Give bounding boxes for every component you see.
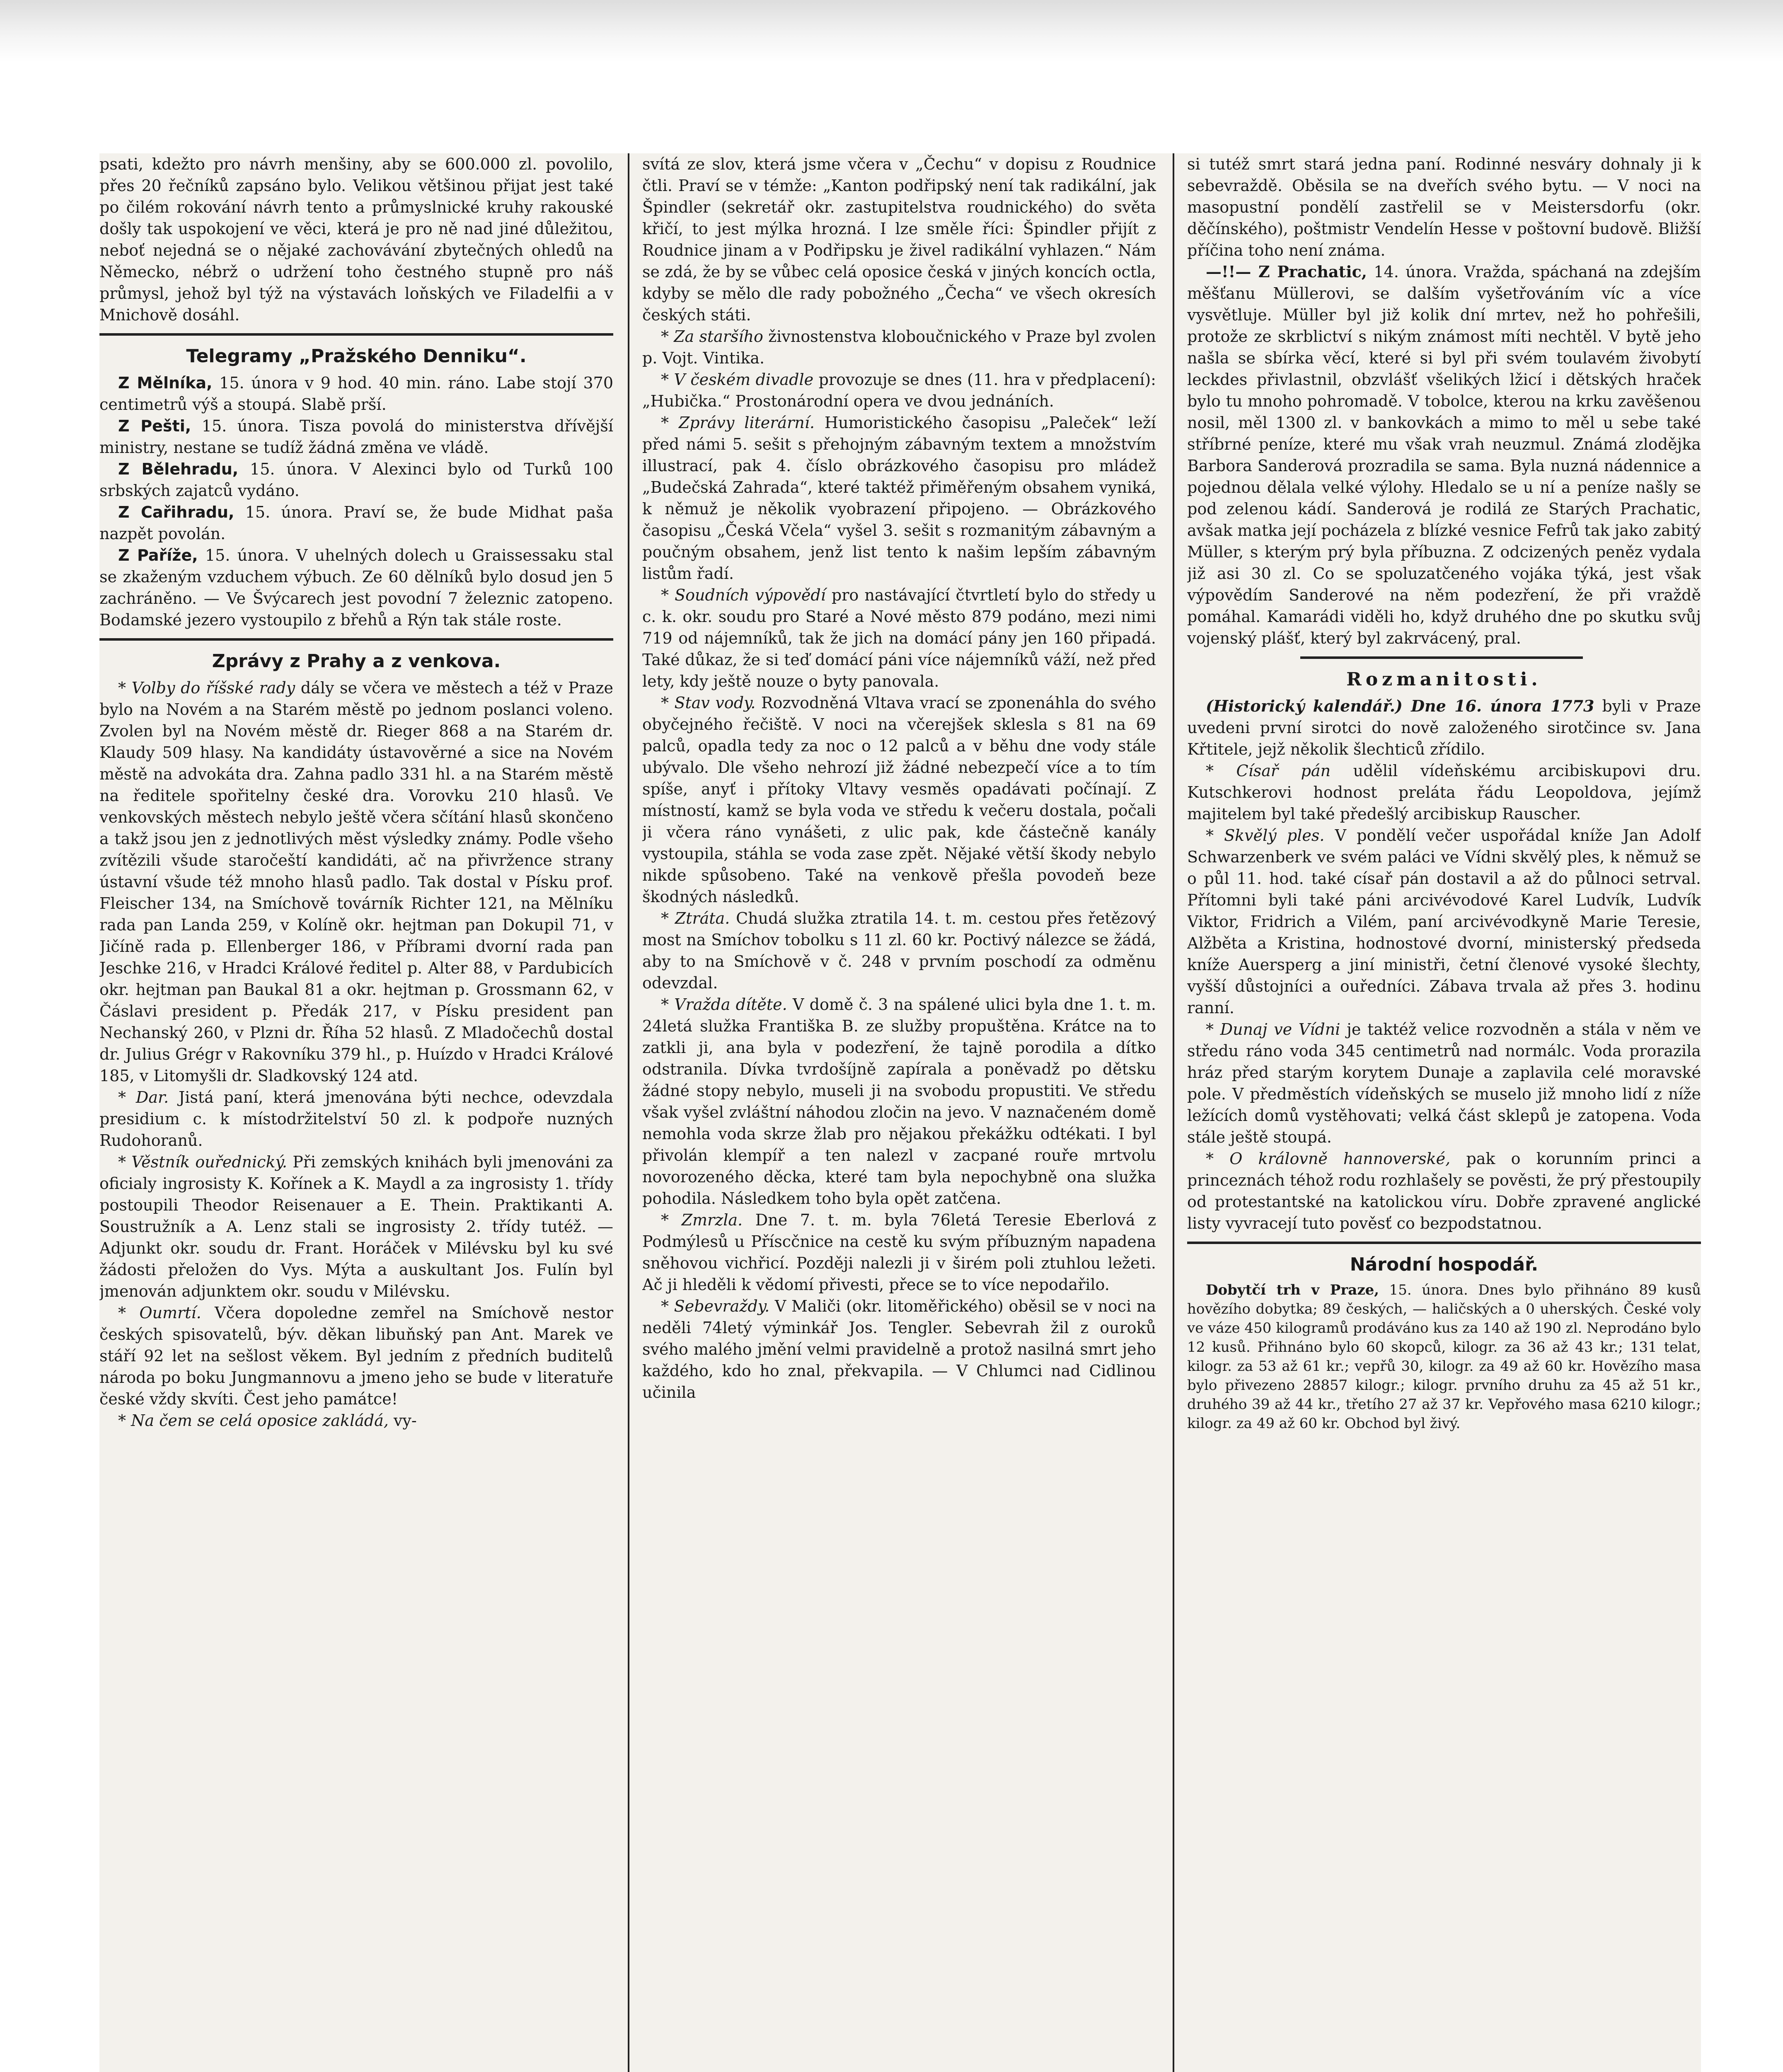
- news-item-text: V Maliči (okr. litoměřického) oběsil se v noci na neděli 74letý výminkář Jos. Tengler. Sebevrah žil z ouroků svého malého jmění velmi pravidelně a protož nasilná smrt jeho každého, kdo ho znal, překvapila. — V Chlumci nad Cidlinou učinila: [642, 1297, 1156, 1402]
- market-report: [1187, 1280, 1701, 1433]
- news-item-cisar: [1187, 760, 1701, 825]
- news-item-historicky: [1187, 695, 1701, 760]
- news-item-dunaj: [1187, 1019, 1701, 1148]
- news-item-text: vy-: [393, 1411, 417, 1430]
- telegram-text: 15. února. Praví se, že bude Midhat paša nazpět povolán.: [99, 503, 613, 543]
- news-item-oposice: [99, 1410, 613, 1431]
- news-item-text: Dne 7. t. m. byla 76letá Teresie Eberlová z Podmýlesů u Příscčnice na cestě ku svým příbuzným napadena sněhovou vichřicí. Později nalezli ji v širém poli ztuhlou ležeti. Ač ji hleděli k vědomí přivesti, přece se to více nepodařilo.: [642, 1211, 1156, 1294]
- news-item-text: je taktéž velice rozvodněn a stála v něm ve středu ráno voda 345 centimetrů nad normálc. Voda prorazila hráz před starým korytem Dunaje a zaplavila celé moravské pole. V předměstích vídeňských se muselo již mnoho lidí z níže ležících domů vystěhovati; velká část sklepů je zatopena. Voda stále ještě stoupá.: [1187, 1020, 1701, 1146]
- news-item-head: * Dunaj ve Vídni: [1206, 1020, 1340, 1038]
- news-item-text: 15. února. Dnes bylo přihnáno 89 kusů hovězího dobytka; 89 českých, — haličských a 0 uherských. České voly ve váze 450 kilogramů prodáváno kus za 140 až 190 zl. Neprodáno bylo 12 kusů. Přihnáno bylo 60 skopců, kilogr. za 36 až 43 kr.; 131 telat, kilogr. za 53 až 61 kr.; vepřů 30, kilogr. za 49 až 60 kr. Hovězího masa bylo přivezeno 28857 kilogr.; kilogr. prvního druhu za 45 až 51 kr., druhého 39 až 44 kr., třetího 27 až 37 kr. Vepřového masa 6210 kilogr.; kilogr. za 49 až 60 kr. Obchod byl živý.: [1187, 1282, 1701, 1432]
- telegram-text: 15. února v 9 hod. 40 min. ráno. Labe stojí 370 centimetrů výš a stoupá. Slabě prší.: [99, 374, 613, 414]
- news-item-text: 14. února. Vražda, spáchaná na zdejším měšťanu Müllerovi, se dalším vyšetřováním víc a více vysvětluje. Müller byl již kolik dní mrtev, než ho pohřešili, protože ze skrblictví s nikým známost míti nechtěl. V bytě jeho našla se sbírka věcí, které si byl při svém toulavém živobytí leckdes přivlastnil, obzvlášť všelikých lžicí i dětských hraček bylo tu mnoho pohromadě. V tobolce, kterou na krku zavěšenou nosil, měl 1300 zl. v bankovkách a mimo to měl u sebe také stříbrné peníze, které mu však vrah neuzmul. Známá zlodějka Barbora Sanderová prozradila se sama. Byla nuzná nádennice a pojednou dělala velké výlohy. Hledalo se u ní a peníze našly se pod zelenou kádí. Sanderová je rodilá ze Starých Prachatic, avšak matka její pocházela z blízké vesnice Fefrů tak jako zabitý Müller, s kterým prý byla příbuzna. Z odcizených peněz vydala již asi 30 zl. Co se spoluzatčeného vojáka týká, jest však výpovědím Sanderové na něm podezření, že při vraždě pomáhal. Kamarádi viděli ho, když druhého dne po skutku svůj vojenský plášť, který byl zakrvácený, pral.: [1187, 263, 1701, 647]
- telegram-place: Z Paříže,: [118, 546, 198, 564]
- news-item-head: Dobytčí trh v Praze,: [1206, 1282, 1379, 1298]
- news-item-text: pak o korunním princi a princeznách téhož rodu rozhlašely se pověsti, že prý přestoupily od protestantské na katolickou víru. Dobře zpravené anglické listy vyvracejí tuto pověsť co bezpodstatnou.: [1187, 1150, 1701, 1232]
- news-item-kralovna: [1187, 1148, 1701, 1234]
- news-item-head: * Zprávy literární.: [661, 414, 815, 432]
- news-item-stav-vody: [642, 692, 1156, 908]
- telegram-place: Z Bělehradu,: [118, 460, 239, 478]
- news-item-head: * Dar.: [118, 1088, 169, 1106]
- news-item-head: * Soudních výpovědí: [661, 586, 826, 604]
- news-item-head: * Volby do říšské rady: [118, 679, 295, 697]
- news-item-text: živnostenstva kloboučnického v Praze byl zvolen p. Vojt. Vintika.: [642, 327, 1156, 367]
- telegram-place: Z Cařihradu,: [118, 503, 235, 521]
- news-item-text: V domě č. 3 na spálené ulici byla dne 1. t. m. 24letá služka Františka B. ze služby propuštěna. Krátce na to zatkli ji, ana byla v podezření, že tajně porodila a dítko odstranila. Dívka tvrdošíjně zapírala a poněvadž po dětsku žádné stopy nebylo, museli ji na svobodu propustiti. Ve středu však vyšel zvláštní náhodou zločin na jevo. V naznačeném domě nemohla voda skrze žlab pro nějakou překážku odtékati. I byl přivolán klempíř a ten nalezl v zacpané rouře mrtvolu novorozeného děcka, které tam byla nepochybně ona služka pohodila. Následkem toho byla opět zatčena.: [642, 995, 1156, 1208]
- news-item-text: V pondělí večer uspořádal kníže Jan Adolf Schwarzenberk ve svém paláci ve Vídni skvělý ples, k němuž se o půl 11. hod. také císař pán dostavil a až do půlnoci setrval. Přítomni byli také páni arcivévodové Karel Ludvík, Ludvík Viktor, Fridrich a Vilém, paní arcivévodkyně Marie Teresie, Alžběta a Kristina, hodnostové dvorní, ministerský předseda kníže Auersperg a jiní ministři, četní členové vysoké šlechty, vyšší důstojníci a ouředníci. Zábava trvala až přes 3. hodinu ranní.: [1187, 826, 1701, 1017]
- section-title-telegrams: Telegramy „Pražského Denniku“.: [186, 346, 527, 367]
- news-item-head: * Sebevraždy.: [661, 1297, 770, 1315]
- news-item-starsi: [642, 326, 1156, 369]
- news-item-prachatice: [1187, 261, 1701, 649]
- news-item-text: Rozvodněná Vltava vrací se zponenáhla do svého obyčejného řečiště. V noci na včerejšek sklesla s 81 na 69 palců, opadla tedy za noc o 12 palců a v běhu dne vody stále ubývalo. Dle všeho nehrozí již žádné nebezpečí více a to tím spíše, anyť i přítoky Vltavy vesměs opadávati počínají. Z místností, kamž se byla voda ve středu k večeru dostala, počali ji včera ráno vynášeti, z ulic pak, kde částečně kanály vystoupila, stáhla se voda zase zpět. Nějaké větší škody nebylo nikde spůsobeno. Také na venkově přešla povodeň beze škodných následků.: [642, 694, 1156, 906]
- news-item-head: * Věstník ouřednický.: [118, 1153, 287, 1171]
- section-divider: [99, 638, 613, 641]
- news-item-vypovedi: [642, 584, 1156, 692]
- news-item-umrti: [99, 1302, 613, 1410]
- news-item-divadlo: [642, 369, 1156, 412]
- news-item-ples: [1187, 825, 1701, 1019]
- section-divider: [1300, 656, 1583, 659]
- scan-shadow: [0, 0, 1783, 62]
- news-item-text: Humoristického časopisu „Paleček“ leží před námi 5. sešit s přehojným zábavným textem a množstvím illustrací, pak 4. číslo obrázkového časopisu pro mládež „Budečská Zahrada“, které taktéž přiměřeným obsahem vyniká, k němuž je několik vyobrazení připojeno. — Obrázkového časopisu „Česká Včela“ vyšel 3. sešit s rozmanitým zábavným a poučným obsahem, jenž list tento k našim lepším zábavným listům řadí.: [642, 414, 1156, 583]
- news-item-sebevrazdy: [642, 1295, 1156, 1403]
- news-item-head: * Císař pán: [1206, 762, 1331, 780]
- column-2: [642, 153, 1156, 2072]
- news-item-head: * Vražda dítěte.: [661, 995, 787, 1014]
- section-divider: [1187, 1242, 1701, 1244]
- telegram-pariz: [99, 545, 613, 631]
- news-item-vestnik: [99, 1151, 613, 1302]
- news-item-text: Jistá paní, která jmenována býti nechce, odevzdala presidium c. k místodržitelství 50 zl. k podpoře nuzných Rudohoranů.: [99, 1088, 613, 1150]
- news-item-head: * Oumrtí.: [118, 1304, 201, 1322]
- news-item-head: —!!— Z Prachatic,: [1206, 262, 1367, 281]
- news-item-head: * Za staršího: [661, 327, 763, 346]
- news-item-text: dály se včera ve městech a též v Praze bylo na Novém a na Starém městě po jednom poslanci voleno. Zvolen byl na Novém městě dr. Rieger 868 a na Starém dr. Klaudy 509 hlasy. Na kandidáty ústavověrné a sice na Novém městě na advokáta dra. Zahna padlo 331 hl. a na Starém městě na ředitele spořitelny české dra. Vorovku 210 hlasů. Ve venkovských městech nebylo ještě včera sčítání hlasů skončeno a takž jsou jen z jednotlivých měst výsledky známy. Podle všeho zvítězili všude staročeští kandidáti, ač na přivržence strany ústavní všude též mnoho hlasů padlo. Tak dostal v Písku prof. Fleischer 134, na Smíchově továrník Richter 121, na Mělníku rada pan Landa 259, v Kolíně okr. hejtman pan Dokupil 71, v Jičíně rada p. Ellenberger 186, v Příbrami dvorní rada pan Jeschke 216, v Hradci Králové ředitel p. Alter 88, v Pardubicích okr. hejtman pan Baukal 81 a okr. hejtman p. Grossmann 62, v Čáslavi president p. Předák 217, v Písku president pan Nechanský 260, v Plzni dr. Říha 52 hlasů. Z Mladočechů dostal dr. Julius Grégr v Rakovníku 379 hl., p. Huízdo v Hradci Králové 185, v Litomyšli dr. Sladkovský 124 atd.: [99, 679, 613, 1085]
- column-1: [99, 153, 613, 2072]
- telegram-belehrad: [99, 458, 613, 501]
- telegram-place: Z Mělníka,: [118, 374, 213, 392]
- article-continuation: psati, kdežto pro návrh menšiny, aby se 600.000 zl. povolilo, přes 20 řečníků zapsáno bylo. Velikou většinou přijat jest také po čilém rokování návrh tento a průmyslnické kruhy rakouské došly tak uspokojení ve věci, která je pro ně nad jiné důležitou, neboť nejedná se o nějaké zachovávání zbytečných ohledů na Německo, nébrž o udržení toho čestného stupně pro náš průmysl, jehož byl týž na výstavách loňských ve Filadelfii a v Mnichově dosáhl.: [99, 155, 613, 324]
- news-item-head: (Historický kalendář.) Dne 16. února 1773: [1206, 697, 1594, 715]
- telegram-place: Z Pešti,: [118, 417, 191, 435]
- telegram-text: 15. února. V Alexinci bylo od Turků 100 srbských zajatců vydáno.: [99, 460, 613, 500]
- news-item-head: * Zmrzla.: [661, 1211, 743, 1229]
- news-item-head: * Ztráta.: [661, 909, 730, 927]
- section-title-news: Zprávy z Prahy a z venkova.: [212, 651, 501, 672]
- news-item-dar: [99, 1087, 613, 1151]
- article-continuation: si tutéž smrt stará jedna paní. Rodinné nesváry dohnaly ji k sebevraždě. Oběsila se na dveřích svého bytu. — V noci na masopustní pondělí zastřelil se v Meistersdorfu (okr. děčínského), poštmistr Vendelín Hesse v poštovní budově. Bližší příčina toho není známa.: [1187, 155, 1701, 259]
- news-item-text: pro nastávající čtvrtletí bylo do středy u c. k. okr. soudu pro Staré a Nové město 879 podáno, mezi nimi 719 od nájemníků, tak že jich na domácí pány jen 160 připadá. Také důkaz, že si teď domácí páni více nájemníků váží, než před lety, kdy ještě nouze o byty panovala.: [642, 586, 1156, 690]
- news-item-zmrzla: [642, 1209, 1156, 1295]
- news-item-text: provozuje se dnes (11. hra v předplacení): „Hubička.“ Prostonárodní opera ve dvou jednáních.: [642, 370, 1156, 410]
- telegram-carihrad: [99, 501, 613, 545]
- news-item-head: * Na čem se celá oposice zakládá,: [118, 1411, 389, 1430]
- news-item-ztrata: [642, 908, 1156, 994]
- news-item-head: * Stav vody.: [661, 694, 756, 712]
- section-divider: [99, 333, 613, 336]
- news-item-head: * O královně hannoverské,: [1206, 1150, 1451, 1168]
- column-rule: [628, 153, 629, 2072]
- news-item-text: Při zemských knihách byli jmenováni za oficialy ingrosisty K. Kořínek a K. Maydl a za ingrosisty 1. třídy postoupili Theodor Reisenauer a E. Thein. Praktikanti A. Soustružník a A. Lenz stali se ingrosisty 2. třídy tutéž. — Adjunkt okr. soudu dr. Frant. Horáček v Milévsku byl ku své žádosti přeložen do Vys. Mýta a auskultant Jos. Fulín byl jmenován adjunktem okr. soudu v Milévsku.: [99, 1153, 613, 1300]
- news-item-volby: [99, 677, 613, 1087]
- news-item-vrazda: [642, 994, 1156, 1209]
- section-title-hospodar: Národní hospodář.: [1350, 1254, 1539, 1275]
- column-rule: [1173, 153, 1174, 2072]
- column-3: [1187, 153, 1701, 2072]
- news-item-head: * V českém divadle: [661, 370, 814, 389]
- news-item-literarni: [642, 412, 1156, 584]
- telegram-pest: [99, 415, 613, 458]
- section-title-rozmanitosti: Rozmanitosti.: [1346, 669, 1542, 690]
- telegram-text: 15. února. Tisza povolá do ministerstva dřívější ministry, nestane se tudíž žádná změna ve vládě.: [99, 417, 613, 457]
- article-continuation: svítá ze slov, která jsme včera v „Čechu“ v dopisu z Roudnice čtli. Praví se v témže: „Kanton podřipský není tak radikální, jak Špindler (sekretář okr. zastupitelstva roudnického) do světa křičí, to jest mýlka hrozná. I lze směle říci: Špindler přijít z Roudnice jinam a v Podřipsku je živel radikální vyhlazen.“ Nám se zdá, že by se vůbec celá oposice česká v jiných koncích octla, kdyby se mělo dle rady pobožného „Čecha“ ve všech okresích českých státi.: [642, 155, 1156, 324]
- telegram-text: 15. února. V uhelných dolech u Graissessaku stal se zkaženým vzduchem výbuch. Ze 60 dělníků bylo dosud jen 5 zachráněno. — Ve Švýcarech jest povodní 7 železnic zatopeno. Bodamské jezero vystoupilo z břehů a Rýn tak stále roste.: [99, 546, 613, 629]
- news-item-head: * Skvělý ples.: [1206, 826, 1325, 845]
- news-item-text: Chudá služka ztratila 14. t. m. cestou přes řetězový most na Smíchov tobolku s 11 zl. 60 kr. Poctivý nálezce se žádá, aby to na Smíchově v č. 248 v prvním poschodí za odměnu odevzdal.: [642, 909, 1156, 992]
- telegram-melnik: [99, 372, 613, 415]
- news-item-text: Včera dopoledne zemřel na Smíchově nestor českých spisovatelů, býv. děkan libuňský pan Ant. Marek ve stáří 92 let na sešlost věkem. Byl jedním z předních buditelů národa po boku Jungmannovu a jmeno jeho se bude v literatuře české vždy skvíti. Čest jeho památce!: [99, 1304, 613, 1408]
- news-item-text: byli v Praze uvedeni první sirotci do nově založeného sirotčince sv. Jana Křtitele, jejž několik šlechticů zřídilo.: [1187, 697, 1701, 758]
- news-item-text: udělil vídeňskému arcibiskupovi dru. Kutschkerovi hodnost preláta řádu Leopoldova, jejímž majitelem byl také předešlý arcibiskup Rauscher.: [1187, 762, 1701, 823]
- newspaper-page: [99, 153, 1701, 2072]
